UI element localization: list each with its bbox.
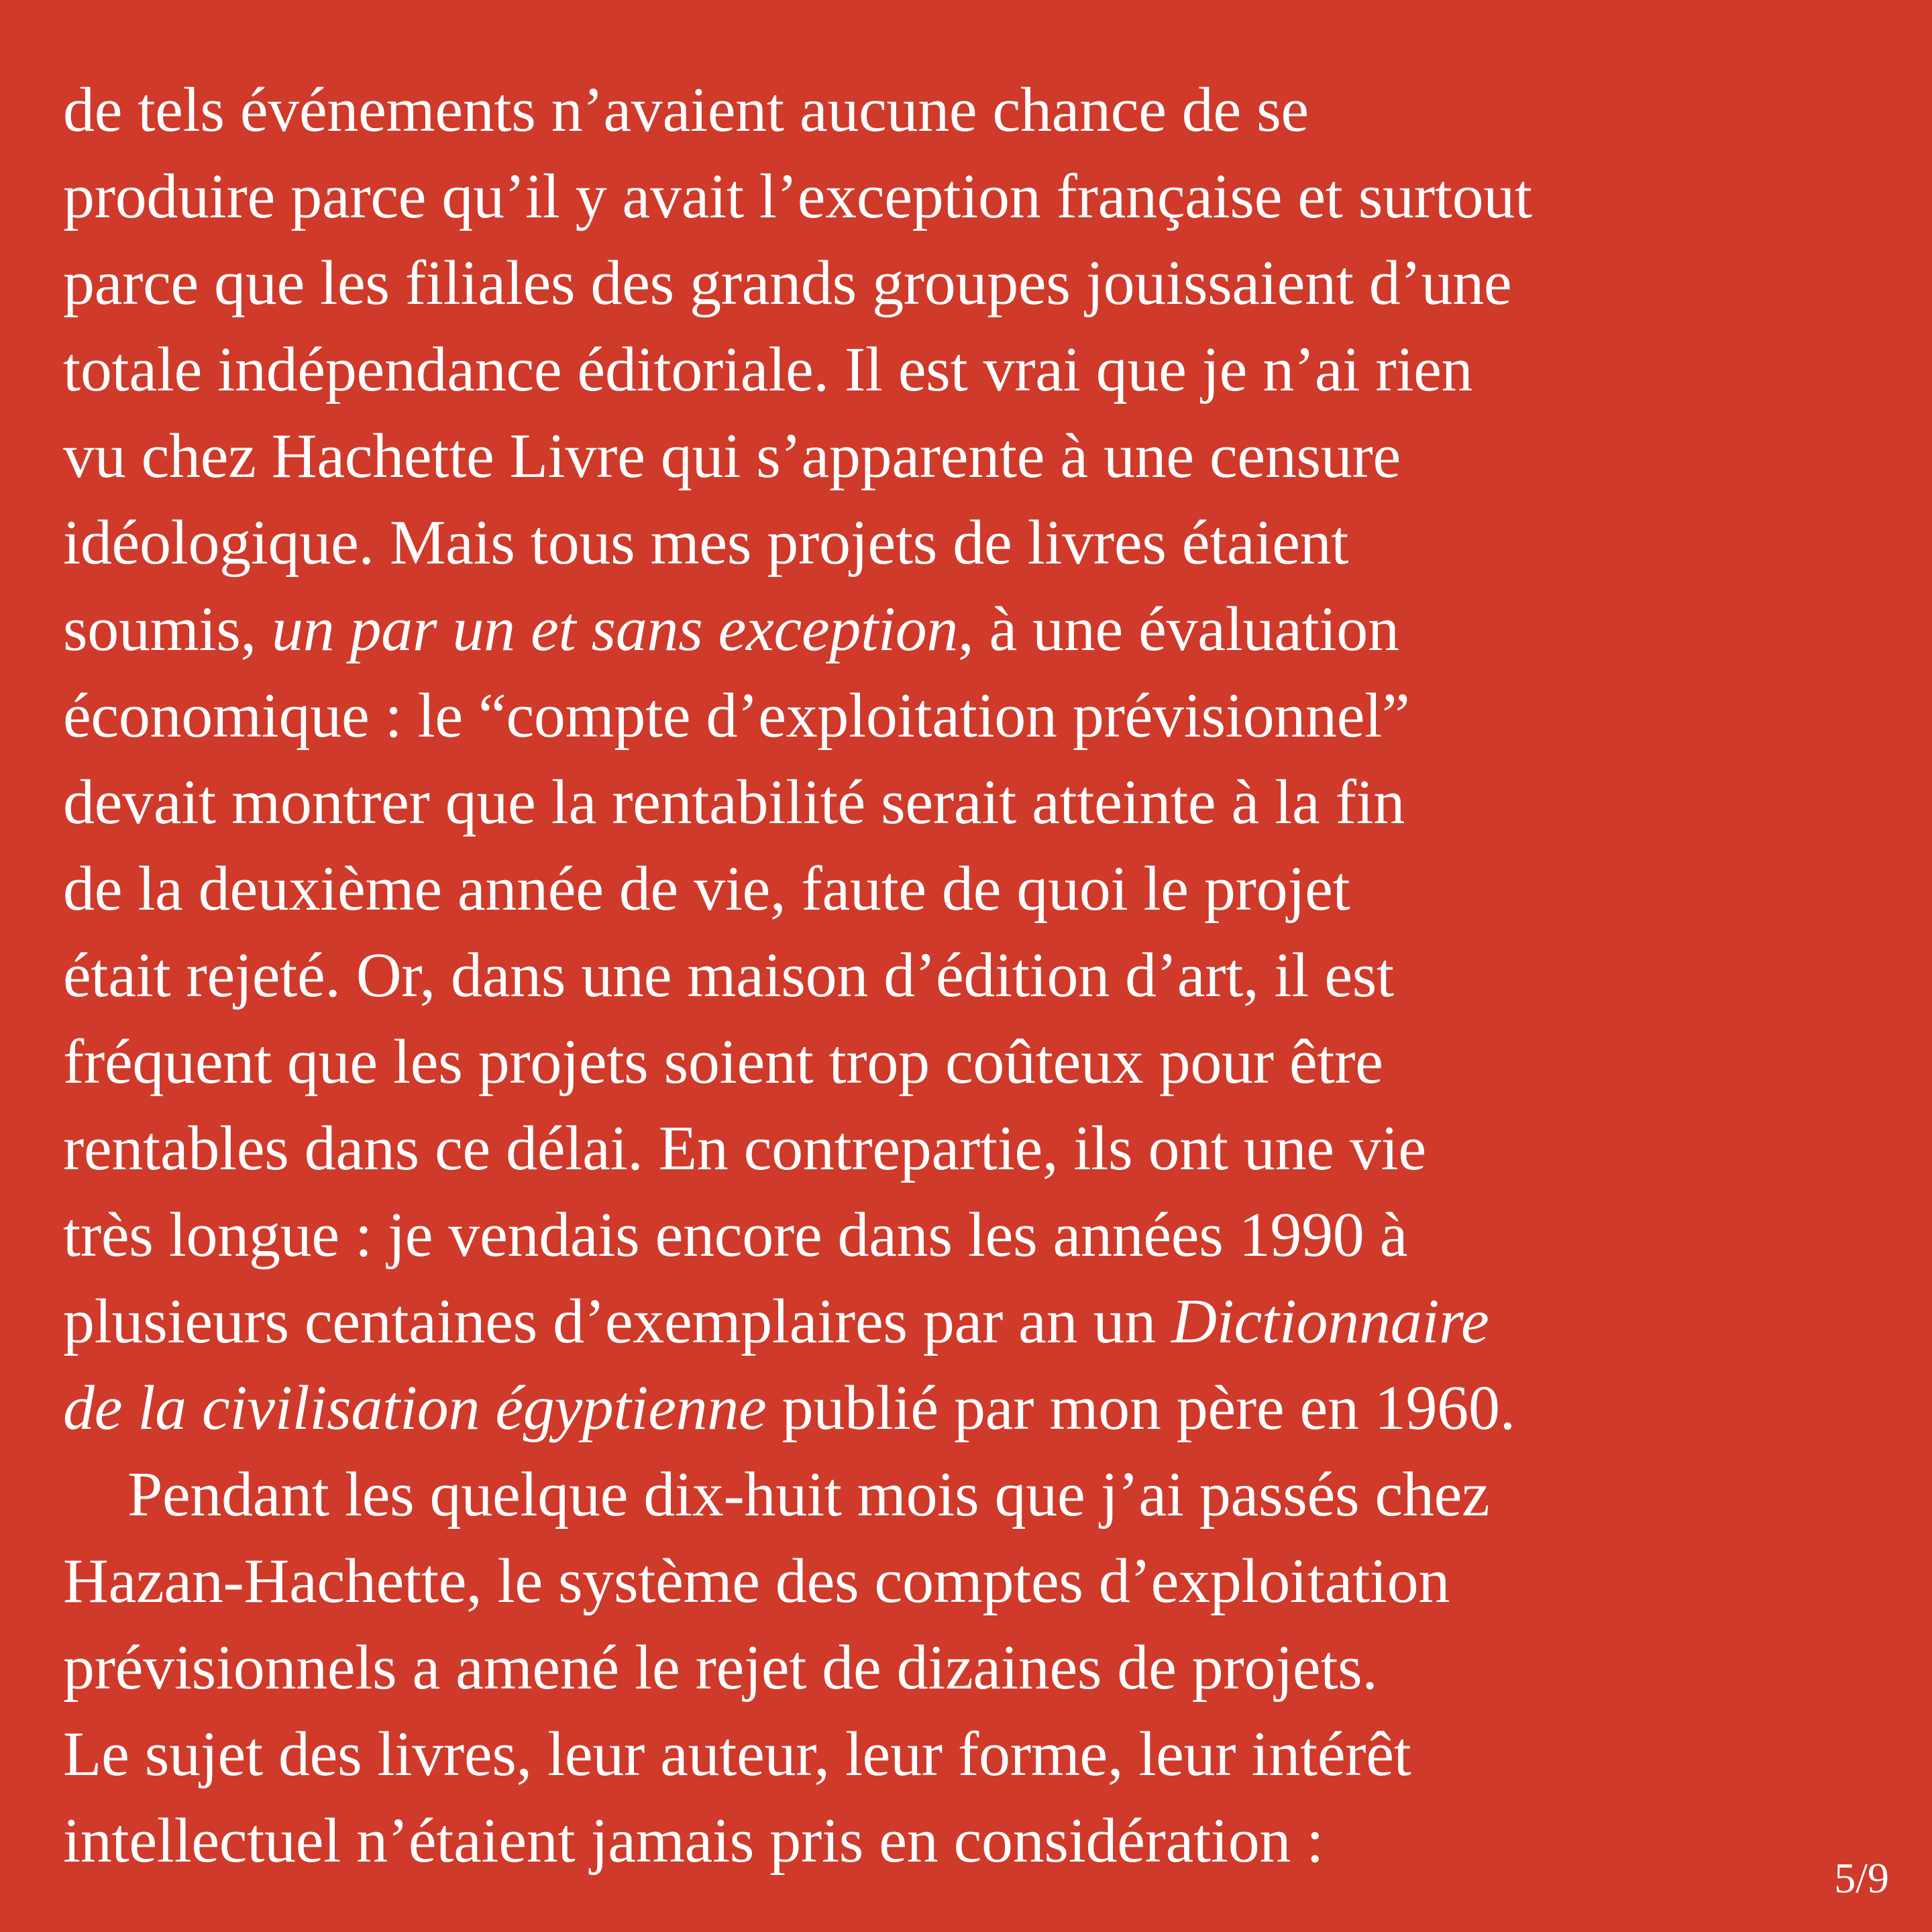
book-title-italic: de la civilisation égyptienne (63, 1373, 767, 1443)
text-line: devait montrer que la rentabilité serait atteinte à la fin (63, 767, 1405, 837)
text-line (63, 586, 1888, 673)
text-line: était rejeté. Or, dans une maison d’édition d’art, il est (63, 941, 1394, 1010)
text-line: totale indépendance éditoriale. Il est vrai que je n’ai rien (63, 335, 1473, 405)
text-segment: , à une évaluation (958, 594, 1399, 664)
text-line: de tels événements n’avaient aucune chance de se (63, 75, 1309, 145)
text-line: Le sujet des livres, leur auteur, leur forme, leur intérêt (63, 1719, 1411, 1789)
text-line: économique : le “compte d’exploitation prévisionnel” (63, 681, 1410, 751)
text-segment: soumis, (63, 594, 272, 664)
body-text (63, 67, 1888, 1884)
text-line: de la deuxième année de vie, faute de quoi le projet (63, 854, 1350, 924)
text-line: parce que les filiales des grands groupes jouissaient d’une (63, 248, 1512, 318)
text-segment: plusieurs centaines d’exemplaires par an un (63, 1287, 1172, 1356)
text-segment: publié par mon père en 1960. (766, 1373, 1515, 1443)
paragraph-start-line: Pendant les quelque dix-huit mois que j’ai passés chez (127, 1460, 1490, 1529)
text-line: idéologique. Mais tous mes projets de livres étaient (63, 508, 1349, 578)
text-line: intellectuel n’étaient jamais pris en considération : (63, 1806, 1324, 1876)
text-line (63, 1365, 1888, 1452)
book-title-italic: Dictionnaire (1171, 1287, 1489, 1356)
page-number: 5/9 (1834, 1854, 1889, 1902)
text-line: Hazan-Hachette, le système des comptes d’exploitation (63, 1546, 1450, 1616)
text-line: prévisionnels a amené le rejet de dizaines de projets. (63, 1633, 1378, 1703)
text-line: fréquent que les projets soient trop coûteux pour être (63, 1027, 1383, 1097)
text-line: rentables dans ce délai. En contrepartie, ils ont une vie (63, 1114, 1426, 1183)
text-line: très longue : je vendais encore dans les années 1990 à (63, 1200, 1408, 1270)
text-line (63, 1279, 1888, 1365)
text-line: vu chez Hachette Livre qui s’apparente à une censure (63, 421, 1401, 491)
italic-phrase: un par un et sans exception (272, 594, 959, 664)
text-line: produire parce qu’il y avait l’exception française et surtout (63, 162, 1532, 231)
